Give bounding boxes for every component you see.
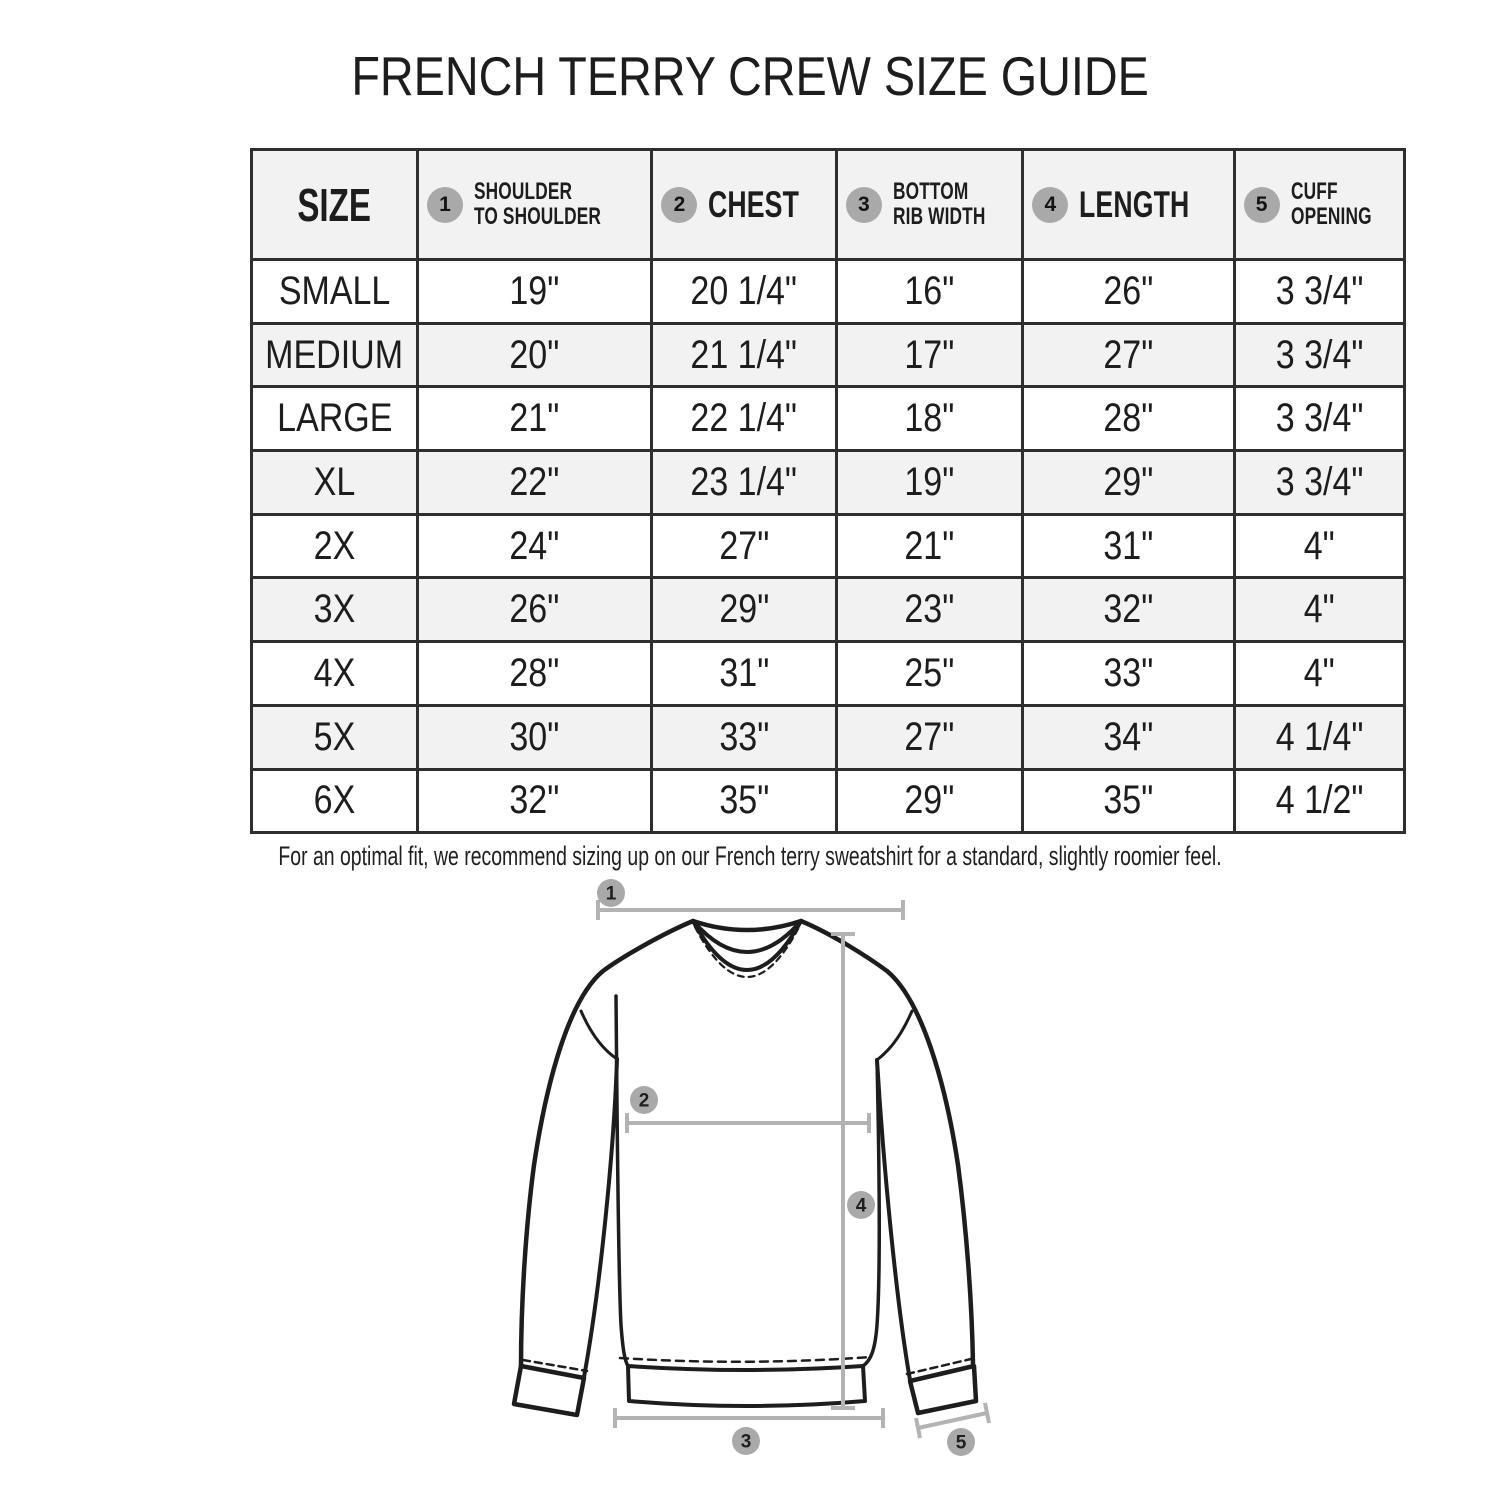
value-text: 21" (904, 523, 955, 568)
svg-text:5: 5 (955, 1432, 967, 1454)
size-label: MEDIUM (265, 332, 404, 377)
value-text: 20 1/4" (690, 268, 798, 313)
column-label-line: OPENING (1290, 202, 1372, 230)
value-text: 4 1/4" (1275, 714, 1363, 759)
column-label-line: CHEST (708, 184, 800, 225)
bottom-rib-band (628, 1366, 865, 1406)
value-text: 33" (1103, 650, 1154, 695)
value-cell (1234, 705, 1404, 769)
size-label: 5X (313, 714, 356, 759)
size-label: 2X (313, 523, 356, 568)
value-cell (418, 387, 652, 451)
value-text: 33" (719, 714, 770, 759)
column-header (652, 150, 836, 260)
svg-text:1: 1 (605, 883, 617, 905)
left-shoulder-sleeve-outline (521, 921, 693, 1366)
size-diagram (430, 860, 1070, 1500)
value-text: 27" (904, 714, 955, 759)
footnote-text: For an optimal fit, we recommend sizing up on our French terry sweatshirt for a standard, slightly roomier feel. (278, 841, 1222, 871)
value-cell (418, 451, 652, 515)
column-header (1234, 150, 1404, 260)
right-sleeve-inner-seam (877, 1060, 910, 1380)
value-text: 4" (1303, 587, 1335, 632)
value-text: 3 3/4" (1275, 268, 1363, 313)
value-cell (836, 323, 1022, 387)
value-cell (1023, 769, 1234, 833)
diagram-marker-5 (947, 1428, 975, 1456)
table-row (252, 705, 1405, 769)
value-text: 21" (509, 396, 560, 441)
measure-shoulder-line (598, 900, 903, 920)
value-cell (652, 451, 836, 515)
value-cell (652, 323, 836, 387)
right-shoulder-sleeve-outline (801, 921, 973, 1365)
size-label: SMALL (278, 268, 391, 313)
left-sleeve-inner-seam (584, 1059, 617, 1377)
value-cell (418, 705, 652, 769)
right-cuff (910, 1366, 976, 1413)
value-text: 35" (1103, 778, 1154, 823)
value-cell (418, 514, 652, 578)
column-label-line: TO SHOULDER (474, 202, 602, 230)
value-text: 35" (719, 778, 770, 823)
size-cell (252, 260, 418, 324)
value-cell (418, 769, 652, 833)
value-text: 22 1/4" (690, 396, 798, 441)
page-title (0, 46, 1500, 106)
svg-text:4: 4 (855, 1195, 867, 1217)
measurement-lines (598, 900, 989, 1438)
size-cell (252, 387, 418, 451)
value-text: 3 3/4" (1275, 459, 1363, 504)
column-header-size (252, 150, 418, 260)
number-badge: 3 (846, 187, 882, 223)
size-cell (252, 578, 418, 642)
size-cell (252, 642, 418, 706)
right-cuff-stitch-dashed (907, 1359, 971, 1374)
value-cell (836, 642, 1022, 706)
left-armhole-seam (581, 1011, 617, 1059)
value-cell (1234, 323, 1404, 387)
table-row (252, 387, 1405, 451)
size-label: 6X (313, 778, 356, 823)
value-cell (836, 514, 1022, 578)
column-label (1290, 177, 1372, 230)
value-cell (1023, 260, 1234, 324)
column-header (836, 150, 1022, 260)
column-label-line: CUFF (1290, 177, 1338, 205)
value-cell (1234, 642, 1404, 706)
value-cell (1234, 260, 1404, 324)
value-text: 18" (904, 396, 955, 441)
value-cell (418, 260, 652, 324)
value-cell (1234, 769, 1404, 833)
table-row (252, 260, 1405, 324)
value-text: 21 1/4" (690, 332, 798, 377)
value-text: 26" (1103, 268, 1154, 313)
value-cell (652, 514, 836, 578)
table-row (252, 642, 1405, 706)
size-cell (252, 323, 418, 387)
size-label: 3X (313, 587, 356, 632)
number-badge: 4 (1032, 187, 1068, 223)
value-cell (1234, 451, 1404, 515)
table-row (252, 451, 1405, 515)
column-label (1079, 186, 1189, 223)
value-text: 23" (904, 587, 955, 632)
value-text: 25" (904, 650, 955, 695)
diagram-marker-2 (630, 1086, 658, 1114)
value-text: 32" (509, 778, 560, 823)
column-label-line: LENGTH (1079, 184, 1190, 225)
value-text: 4 1/2" (1275, 778, 1363, 823)
column-label (708, 186, 799, 223)
size-label: XL (313, 459, 356, 504)
value-cell (418, 578, 652, 642)
value-cell (418, 642, 652, 706)
measure-chest-line (627, 1113, 869, 1133)
value-text: 28" (509, 650, 560, 695)
value-text: 28" (1103, 396, 1154, 441)
svg-text:3: 3 (740, 1431, 752, 1453)
size-label: 4X (313, 650, 356, 695)
left-body-side (616, 996, 628, 1366)
column-label (892, 177, 986, 230)
svg-text:2: 2 (638, 1090, 650, 1112)
value-cell (1023, 451, 1234, 515)
value-cell (1234, 578, 1404, 642)
column-label-line: RIB WIDTH (892, 202, 986, 230)
value-cell (836, 769, 1022, 833)
size-label: LARGE (276, 396, 393, 441)
collar-back (693, 921, 801, 930)
value-text: 29" (904, 778, 955, 823)
value-text: 4" (1303, 523, 1335, 568)
value-cell (1023, 323, 1234, 387)
number-badge: 1 (427, 187, 463, 223)
diagram-marker-1 (597, 879, 625, 907)
value-cell (652, 642, 836, 706)
page-title-text: FRENCH TERRY CREW SIZE GUIDE (351, 45, 1149, 107)
number-badge: 5 (1244, 187, 1280, 223)
diagram-marker-4 (847, 1191, 875, 1219)
value-text: 19" (904, 459, 955, 504)
size-cell (252, 705, 418, 769)
value-text: 27" (1103, 332, 1154, 377)
value-cell (652, 387, 836, 451)
value-text: 17" (904, 332, 955, 377)
right-armhole-seam (877, 1011, 912, 1060)
value-text: 4" (1303, 650, 1335, 695)
value-cell (652, 769, 836, 833)
column-label-line: SHOULDER (474, 177, 573, 205)
measure-length-line (831, 934, 855, 1408)
value-text: 22" (509, 459, 560, 504)
value-text: 24" (509, 523, 560, 568)
value-text: 29" (1103, 459, 1154, 504)
value-text: 3 3/4" (1275, 396, 1363, 441)
value-cell (836, 451, 1022, 515)
column-label (474, 177, 602, 230)
value-text: 29" (719, 587, 770, 632)
column-header (418, 150, 652, 260)
size-cell (252, 769, 418, 833)
value-cell (836, 260, 1022, 324)
measure-bottom-line (615, 1408, 883, 1428)
table-row (252, 769, 1405, 833)
value-text: 30" (509, 714, 560, 759)
value-cell (652, 578, 836, 642)
value-cell (1234, 514, 1404, 578)
value-text: 27" (719, 523, 770, 568)
value-cell (652, 705, 836, 769)
size-header-label: SIZE (297, 178, 372, 231)
value-cell (836, 705, 1022, 769)
value-text: 31" (1103, 523, 1154, 568)
left-cuff (514, 1366, 584, 1415)
value-text: 34" (1103, 714, 1154, 759)
column-header (1023, 150, 1234, 260)
bottom-stitch-dashed (620, 1357, 871, 1362)
value-cell (1023, 514, 1234, 578)
value-cell (652, 260, 836, 324)
number-badge: 2 (661, 187, 697, 223)
value-cell (418, 323, 652, 387)
value-text: 26" (509, 587, 560, 632)
column-label-line: BOTTOM (892, 177, 969, 205)
table-row (252, 323, 1405, 387)
value-text: 31" (719, 650, 770, 695)
table-row (252, 578, 1405, 642)
value-cell (1023, 387, 1234, 451)
value-cell (1023, 705, 1234, 769)
value-text: 3 3/4" (1275, 332, 1363, 377)
value-cell (1023, 642, 1234, 706)
value-text: 32" (1103, 587, 1154, 632)
value-text: 23 1/4" (690, 459, 798, 504)
value-cell (1234, 387, 1404, 451)
value-cell (836, 387, 1022, 451)
value-text: 20" (509, 332, 560, 377)
value-text: 19" (509, 268, 560, 313)
size-table (250, 148, 1406, 834)
value-text: 16" (904, 268, 955, 313)
size-cell (252, 451, 418, 515)
sweatshirt-drawing (514, 921, 976, 1415)
value-cell (1023, 578, 1234, 642)
diagram-marker-3 (732, 1427, 760, 1455)
size-cell (252, 514, 418, 578)
table-row (252, 514, 1405, 578)
value-cell (836, 578, 1022, 642)
header-row (252, 150, 1405, 260)
